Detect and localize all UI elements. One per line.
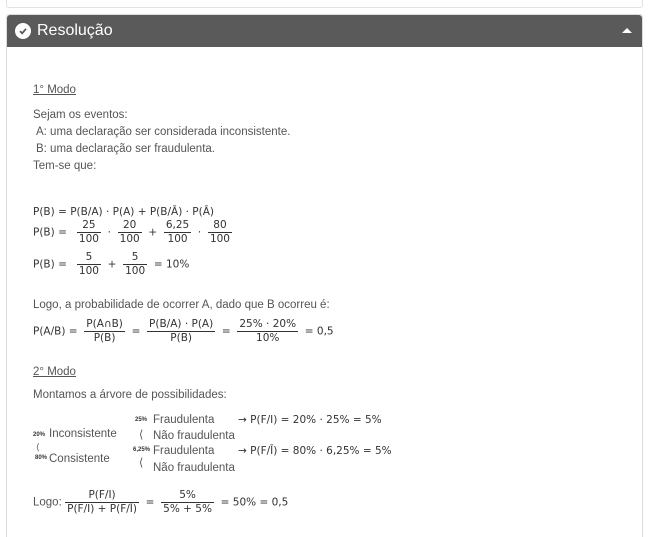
- denominator: 100: [78, 265, 99, 277]
- fraction: [118, 219, 142, 246]
- fraction: [164, 219, 191, 246]
- fraction: [147, 318, 215, 345]
- denominator: P(B): [170, 332, 192, 344]
- equation-final: Logo: $\frac{P(F/I)}{P(F/I) + P(F/Ī)}$ = $\frac{5\%}{5\% + 5\%}$ = 50% = 0,5: [33, 489, 289, 515]
- denominator: 5% + 5%: [163, 503, 212, 515]
- tree-branch-mark: ⟨: [36, 442, 40, 452]
- numerator: P(F/I): [65, 489, 139, 503]
- numerator: 25% · 20%: [239, 318, 297, 330]
- branch-naofraud2: Não fraudulenta: [153, 462, 235, 474]
- event-b: B: uma declaração ser fraudulenta.: [36, 143, 215, 155]
- fraction: [237, 318, 298, 345]
- denominator: 100: [167, 233, 188, 245]
- resolution-panel: [6, 14, 643, 537]
- branch-fraud2: Fraudulenta: [153, 445, 215, 457]
- prob-inconsistente: 20%: [33, 432, 46, 438]
- equation-substitution: P(B) = $\frac{25}{100}$ · $\frac{20}{100}$ + $\frac{6,25}{100}$ · $\frac{80}{100}$: [33, 219, 230, 245]
- previous-panel-edge: [6, 0, 643, 8]
- fraction: [208, 219, 232, 246]
- numerator: P(A∩B): [86, 318, 123, 330]
- equation-result: P(B) = $\frac{5}{100}$ + $\frac{5}{100}$ = 10%: [33, 251, 190, 277]
- eq4-lhs: P(A/B) =: [33, 325, 78, 338]
- numerator: 80: [208, 219, 232, 233]
- numerator: 25: [77, 219, 101, 233]
- denominator: 100: [209, 233, 230, 245]
- fraction: [77, 219, 101, 246]
- denominator: 100: [119, 233, 140, 245]
- mode1-intro: Sejam os eventos:: [33, 109, 128, 121]
- numerator: 5%: [161, 489, 214, 503]
- numerator: 5: [77, 251, 101, 265]
- tree-branch-mark: ⟨: [139, 429, 144, 441]
- logo-text: Logo, a probabilidade de ocorrer A, dado que B ocorreu é:: [33, 299, 330, 311]
- numerator: 6,25: [165, 219, 190, 231]
- collapse-caret-icon[interactable]: [622, 28, 632, 33]
- eq2-lhs: P(B) =: [33, 226, 67, 239]
- numerator: P(B/A) · P(A): [149, 318, 214, 330]
- numerator: 5: [123, 251, 147, 265]
- denominator: 100: [78, 233, 99, 245]
- denominator: 10%: [256, 332, 280, 344]
- panel-title: Resolução: [37, 22, 113, 39]
- denominator: P(B): [93, 332, 116, 344]
- check-circle-icon: [15, 23, 31, 39]
- equation-total-probability: P(B) = P(B/A) · P(A) + P(B/Ā) · P(Ā): [33, 206, 215, 218]
- final-result: = 50% = 0,5: [220, 496, 289, 509]
- fraction: [77, 251, 101, 278]
- resolution-panel-header[interactable]: [7, 15, 642, 47]
- denominator: P(F/I) + P(F/Ī): [67, 503, 137, 515]
- prob-consistente: 80%: [35, 455, 48, 461]
- node-consistente: Consistente: [49, 453, 110, 465]
- branch-naofraud1: Não fraudulenta: [153, 430, 235, 442]
- eq3-lhs: P(B) =: [33, 258, 67, 271]
- prob-fraud2: 6,25%: [133, 447, 151, 453]
- fraction: [161, 489, 214, 516]
- event-a: A: uma declaração ser considerada inconsistente.: [36, 126, 291, 138]
- equation-conditional: P(A/B) = $\frac{P(A\cap B)}{P(B)}$ = $\frac{P(B/A) \cdot P(A)}{P(B)}$ = $\frac{25\% \cdot 20\%}{10\%}$ = 0,5: [33, 318, 334, 344]
- denominator: 100: [125, 265, 146, 277]
- mode1-title: 1° Modo: [33, 84, 76, 96]
- numerator: 20: [118, 219, 142, 233]
- fraction: [84, 318, 125, 345]
- eq3-result: = 10%: [153, 258, 190, 271]
- prob-fraud1: 25%: [135, 417, 148, 423]
- calc-fraud1: → P(F/I) = 20% · 25% = 5%: [238, 414, 382, 426]
- mode2-intro: Montamos a árvore de possibilidades:: [33, 389, 227, 401]
- node-inconsistente: Inconsistente: [49, 428, 117, 440]
- final-label: Logo:: [33, 496, 62, 509]
- tem-se-que: Tem-se que:: [33, 160, 97, 172]
- eq4-result: = 0,5: [304, 325, 334, 338]
- tree-branch-mark: ⟨: [139, 457, 144, 469]
- probability-tree: [33, 415, 473, 475]
- mode2-title: 2° Modo: [33, 366, 76, 378]
- calc-fraud2: → P(F/Ī) = 80% · 6,25% = 5%: [238, 445, 392, 457]
- branch-fraud1: Fraudulenta: [153, 414, 215, 426]
- fraction: [123, 251, 147, 278]
- fraction: [65, 489, 139, 516]
